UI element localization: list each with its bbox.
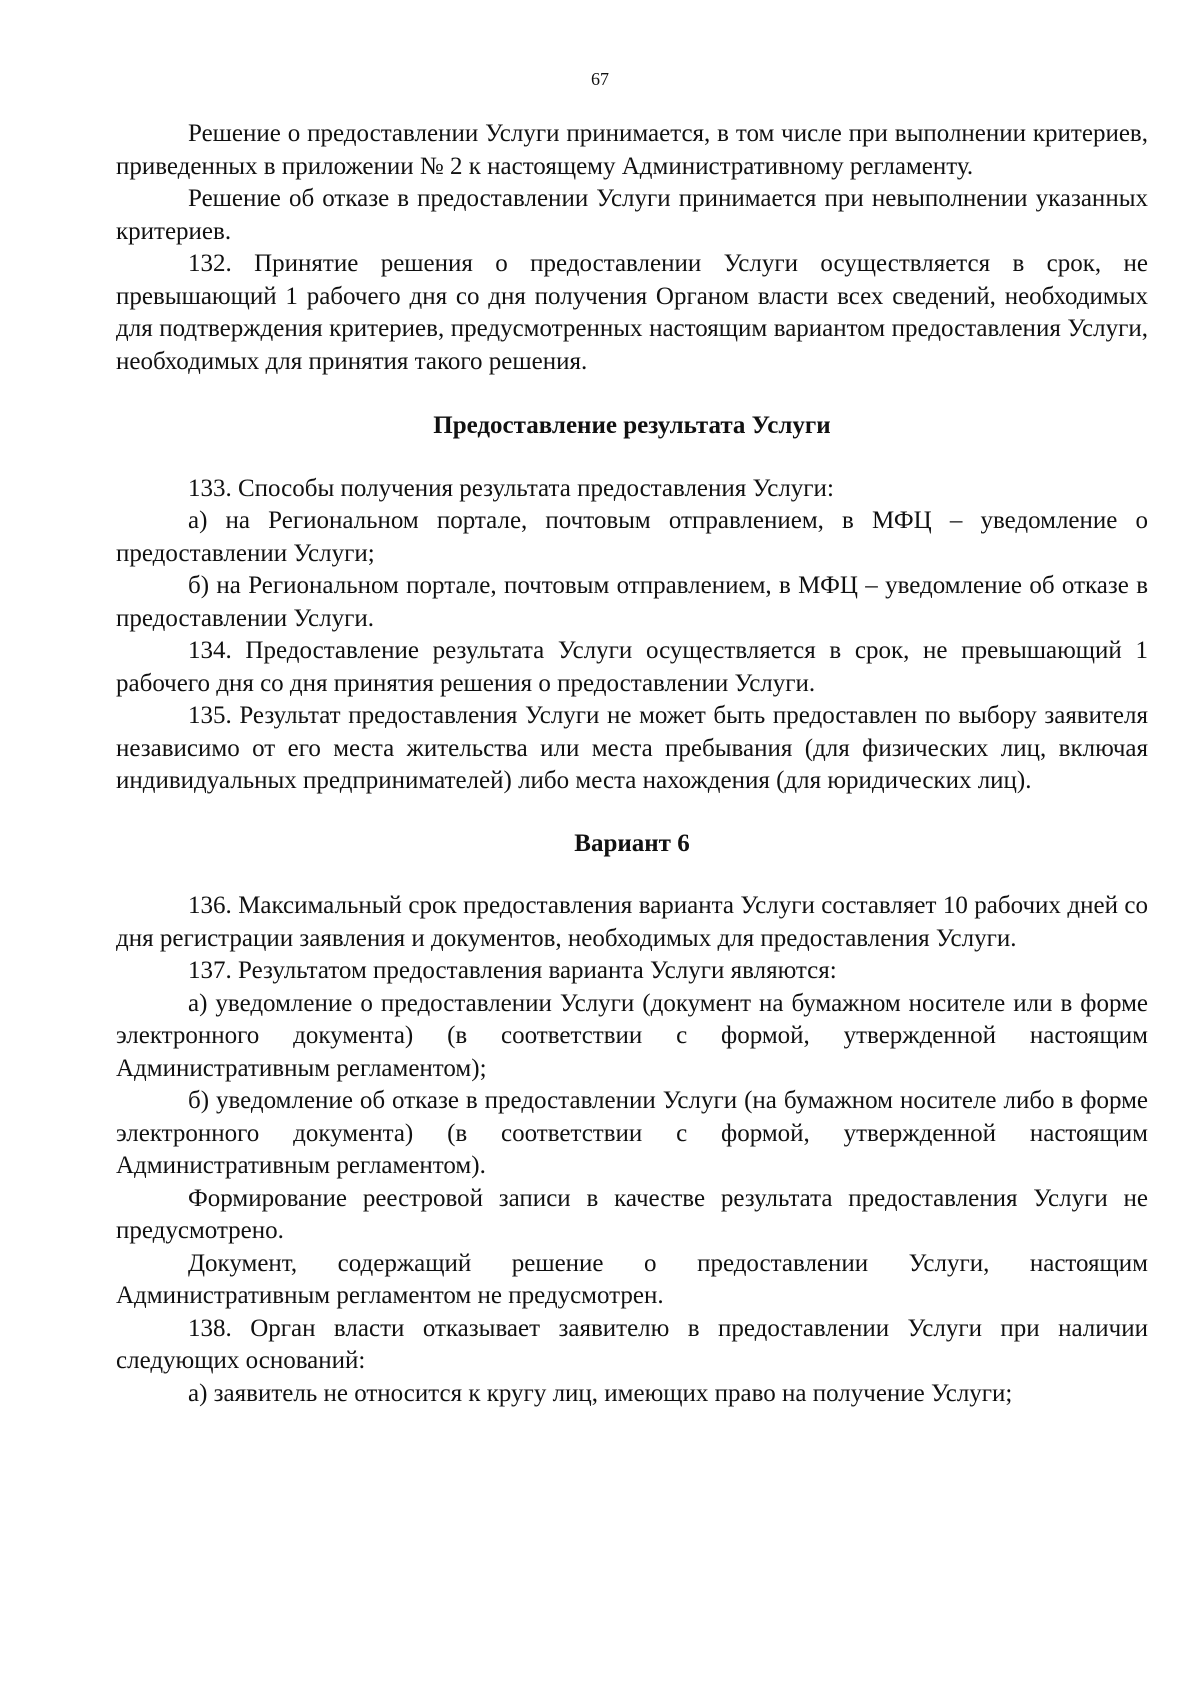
paragraph: Решение о предоставлении Услуги принимается, в том числе при выполнении критериев, приведенных в приложении № 2 к настоящему Административному регламенту. [116,120,1148,180]
paragraph: 133. Способы получения результата предоставления Услуги: [188,474,834,502]
document-body [116,118,1148,1410]
paragraph: 138. Орган власти отказывает заявителю в предоставлении Услуги при наличии следующих оснований: [116,1314,1148,1374]
page-number: 67 [591,69,609,89]
section-heading-variant: Вариант 6 [574,829,690,857]
paragraph: а) уведомление о предоставлении Услуги (документ на бумажном носителе или в форме электронного документа) (в соответствии с формой, утвержденной настоящим Административным регламентом); [116,989,1148,1082]
paragraph: 135. Результат предоставления Услуги не может быть предоставлен по выбору заявителя независимо от его места жительства или места пребывания (для физических лиц, включая индивидуальных предпринимателей) либо места нахождения (для юридических лиц). [116,702,1148,794]
paragraph: 137. Результатом предоставления варианта Услуги являются: [188,957,837,984]
paragraph: Решение об отказе в предоставлении Услуги принимается при невыполнении указанных критериев. [116,185,1148,245]
paragraph: Документ, содержащий решение о предоставлении Услуги, настоящим Административным регламентом не предусмотрен. [116,1249,1148,1309]
paragraph: 132. Принятие решения о предоставлении Услуги осуществляется в срок, не превышающий 1 рабочего дня со дня получения Органом власти всех сведений, необходимых для подтверждения критериев, предусмотренных настоящим вариантом предоставления Услуги, необходимых для принятия такого решения. [116,250,1148,375]
paragraph: б) на Региональном портале, почтовым отправлением, в МФЦ – уведомление об отказе в предоставлении Услуги. [116,572,1148,632]
paragraph: а) на Региональном портале, почтовым отправлением, в МФЦ – уведомление о предоставлении Услуги; [116,507,1148,567]
paragraph: 134. Предоставление результата Услуги осуществляется в срок, не превышающий 1 рабочего дня со дня принятия решения о предоставлении Услуги. [116,637,1148,697]
section-heading-result: Предоставление результата Услуги [433,412,831,439]
paragraph: а) заявитель не относится к кругу лиц, имеющих право на получение Услуги; [188,1379,1013,1407]
paragraph: Формирование реестровой записи в качестве результата предоставления Услуги не предусмотрено. [116,1184,1148,1244]
paragraph: 136. Максимальный срок предоставления варианта Услуги составляет 10 рабочих дней со дня регистрации заявления и документов, необходимых для предоставления Услуги. [116,892,1148,952]
paragraph: б) уведомление об отказе в предоставлении Услуги (на бумажном носителе либо в форме электронного документа) (в соответствии с формой, утвержденной настоящим Административным регламентом). [116,1087,1148,1179]
